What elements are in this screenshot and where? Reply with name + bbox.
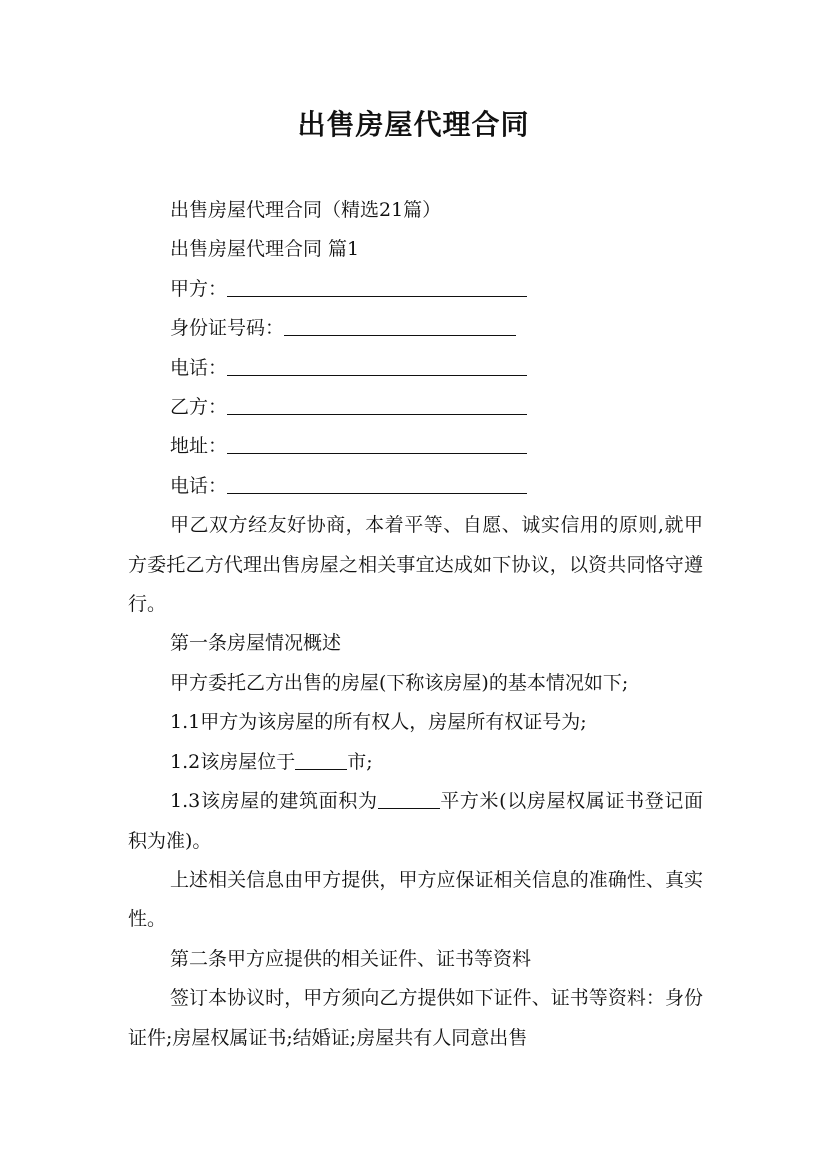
article-1-paragraph: 甲方委托乙方出售的房屋(下称该房屋)的基本情况如下; (170, 671, 629, 694)
article-2-paragraph: 签订本协议时，甲方须向乙方提供如下证件、证书等资料：身份证件;房屋权属证书;结婚证;房屋共有人同意出售 (128, 987, 703, 1049)
party-b-phone-field (128, 467, 703, 506)
party-a-phone-blank (227, 351, 527, 376)
article-1-heading: 第一条房屋情况概述 (170, 632, 342, 655)
field-label: 乙方： (170, 396, 228, 419)
party-b-blank (227, 390, 527, 415)
clause-text: 平方米(以房屋权属证书登记面积为准)。 (128, 790, 703, 852)
field-label: 电话： (170, 356, 228, 379)
field-label: 身份证号码： (170, 317, 285, 340)
document-subtitle: 出售房屋代理合同（精选21篇） (170, 199, 442, 221)
clause-1-3 (128, 782, 703, 861)
clause-text: 1.2该房屋位于 (170, 750, 296, 773)
area-blank (378, 784, 440, 809)
clause-1-2 (128, 743, 703, 782)
party-a-phone-field (128, 349, 703, 388)
intro-paragraph: 甲乙双方经友好协商，本着平等、自愿、诚实信用的原则,就甲方委托乙方代理出售房屋之相关事宜达成如下协议，以资共同恪守遵行。 (128, 514, 703, 616)
party-b-phone-blank (227, 469, 527, 494)
section-heading: 出售房屋代理合同 篇1 (170, 238, 360, 261)
clause-text: 1.3该房屋的建筑面积为 (170, 790, 378, 813)
address-blank (227, 429, 527, 454)
party-a-blank (227, 272, 527, 297)
article-2-heading: 第二条甲方应提供的相关证件、证书等资料 (170, 947, 532, 970)
field-label: 甲方： (170, 277, 228, 300)
id-number-field (128, 309, 703, 348)
document-body (128, 191, 703, 1058)
field-label: 电话： (170, 474, 228, 497)
clause-text: 市; (347, 750, 373, 773)
id-number-blank (284, 311, 516, 336)
article-1-note: 上述相关信息由甲方提供，甲方应保证相关信息的准确性、真实性。 (128, 868, 703, 931)
city-blank (295, 745, 347, 770)
party-a-field (128, 270, 703, 309)
clause-1-1: 1.1甲方为该房屋的所有权人，房屋所有权证号为; (170, 711, 587, 734)
party-b-field (128, 388, 703, 427)
address-field (128, 427, 703, 466)
document-title: 出售房屋代理合同 (297, 108, 530, 141)
field-label: 地址： (170, 435, 228, 458)
